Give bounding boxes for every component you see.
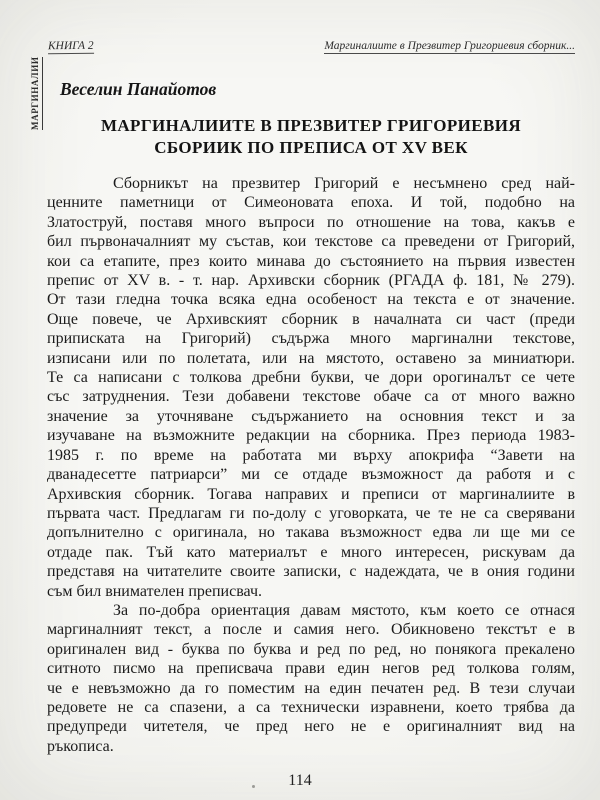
article-title-line-2: СБОРИИК ПО ПРЕПИСА ОТ XV ВЕК bbox=[154, 137, 468, 157]
paragraph bbox=[47, 174, 575, 601]
scan-speck-decoration bbox=[252, 785, 255, 788]
text-line: От тази гледна точка всяка една особеност на текста е от значение. bbox=[47, 291, 575, 309]
text-line: първата част. Предлагам ги по-долу с уговорката, че те не са сверявани bbox=[47, 504, 575, 522]
text-line: Още повече, че Архивският сборник в началната си част (преди bbox=[47, 310, 575, 328]
text-line: Те са написани с толкова дребни букви, че дори орогиналът се чете bbox=[47, 369, 575, 387]
text-line: съм бил внимателен преписвач. bbox=[47, 582, 263, 600]
text-line: За по-добра ориентация давам мястото, към което се отнася bbox=[113, 601, 575, 619]
text-line: Сборникът на презвитер Григорий е несъмнено сред най- bbox=[113, 175, 575, 192]
page-number: 114 bbox=[288, 772, 312, 789]
text-line: изучаване на възможните редакции на сборника. През периода 1983- bbox=[47, 427, 575, 445]
text-line: отдаде пак. Тъй като материалът е много интересен, рискувам да bbox=[47, 543, 575, 561]
text-line: бил първоначалният му състав, кои текстове са преведени от Григорий, bbox=[47, 233, 575, 251]
text-line: препис от XV в. - т. нар. Архивски сборник (РГАДА ф. 181, № 279). bbox=[47, 272, 575, 290]
text-line: Златоструй, поставя много въпроси по отношение на това, какъв е bbox=[47, 213, 575, 231]
article-title-line-1: МАРГИНАЛИИТЕ В ПРЕЗВИТЕР ГРИГОРИЕВИЯ bbox=[100, 116, 522, 135]
text-line: 1985 г. по време на работата ми върху апокрифа “Завети на bbox=[47, 446, 575, 464]
text-line: маргиналният текст, а после и самия него. Обикновено текстът е в bbox=[47, 621, 575, 639]
text-line: изписани или по полетата, или на мястото, оставено за миниатюри. bbox=[47, 349, 575, 367]
running-header-article-label: Маргиналиите в Презвитер Григориевия сборник... bbox=[324, 40, 575, 52]
text-line: със затруднения. Тези добавени текстове обаче са от много важно bbox=[47, 388, 575, 406]
text-line: представя на читателите своите записки, с надеждата, че в ония години bbox=[47, 563, 575, 581]
paragraph bbox=[47, 601, 575, 756]
text-line: кои са етапите, през които минава до състоянието на първия известен bbox=[47, 252, 575, 270]
running-header-book-label: КНИГА 2 bbox=[47, 39, 94, 53]
body-text bbox=[47, 174, 575, 756]
text-line: значение за уточняване съдържанието на основния текст и за bbox=[47, 407, 575, 425]
text-line: допълнително с оригинала, но такава възможност едва ли ще ми се bbox=[47, 524, 575, 542]
running-header bbox=[48, 40, 575, 54]
text-line: ръкописа. bbox=[47, 737, 114, 755]
text-line: предупреди читетеля, че пред него не е оригиналният вид на bbox=[47, 718, 575, 736]
text-line: редовете не са спазени, а са технически изравнени, което трябва да bbox=[47, 698, 575, 716]
text-line: Архивския сборник. Тогава направих и преписи от маргиналиите в bbox=[47, 485, 575, 503]
text-line: приписката на Григорий) съдържа много маргинални текстове, bbox=[47, 330, 575, 348]
text-line: че е невъзможно да го поместим на един печатен ред. В тези случаи bbox=[47, 679, 575, 697]
side-label-marginalia: МАРГИНАЛИИ bbox=[30, 57, 43, 130]
text-line: ситното писмо на преписвача прави един негов ред толкова голям, bbox=[47, 660, 575, 678]
text-line: оригинален вид - буква по буква и ред по ред, но понякога прекалено bbox=[47, 640, 575, 658]
article-title bbox=[47, 115, 575, 158]
author-name: Веселин Панайотов bbox=[60, 79, 217, 99]
text-line: ценните паметници от Симеоновата епоха. И той, подобно на bbox=[47, 194, 575, 212]
text-line: дванадесетте патриарси” ми се отдаде възможност да работя и с bbox=[47, 466, 575, 484]
